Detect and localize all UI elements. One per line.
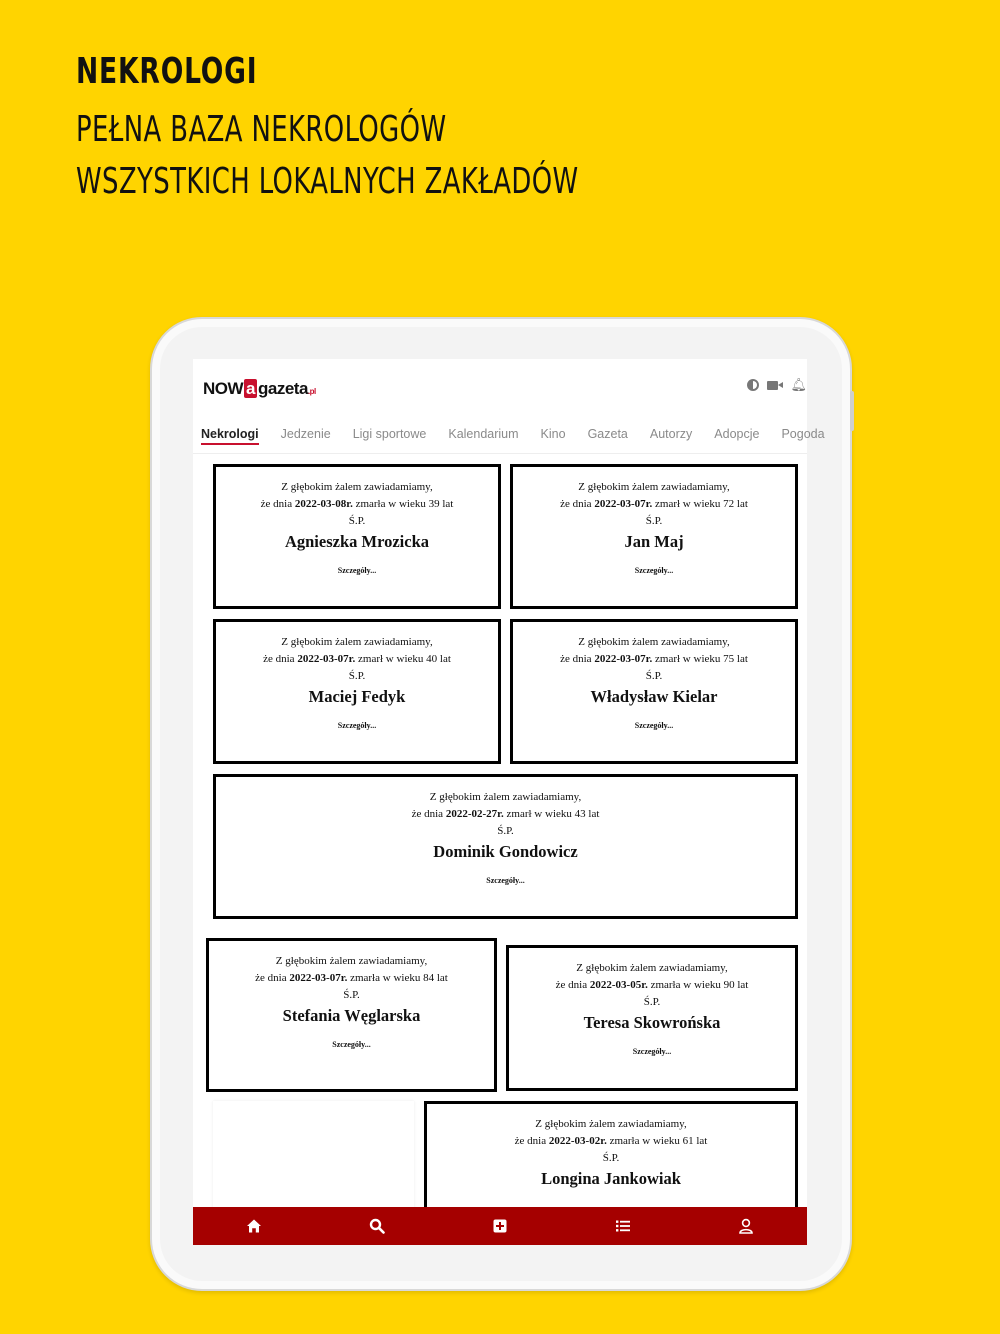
tab-1[interactable]: Jedzenie	[280, 427, 331, 441]
obituary-sp: Ś.P.	[645, 670, 663, 682]
date-suffix: zmarł w wieku 75 lat	[652, 653, 748, 665]
add-icon	[492, 1218, 508, 1234]
date-prefix: że dnia	[560, 498, 595, 510]
tab-5[interactable]: Gazeta	[587, 427, 628, 441]
obituary-intro: Z głębokim żalem zawiadamiamy,	[281, 481, 433, 493]
obituary-sp: Ś.P.	[602, 1152, 620, 1164]
app-header	[193, 359, 807, 419]
obituary-name: Władysław Kielar	[590, 687, 718, 706]
details-link[interactable]: Szczegóły...	[634, 566, 674, 575]
details-link[interactable]: Szczegóły...	[332, 1040, 371, 1049]
date-suffix: zmarła w wieku 39 lat	[352, 498, 454, 510]
obituary-sp: Ś.P.	[348, 515, 366, 527]
obituary-date-line	[509, 977, 795, 994]
obituary-feed	[193, 454, 807, 1214]
obituary-name: Dominik Gondowicz	[433, 842, 578, 861]
obituary-intro: Z głębokim żalem zawiadamiamy,	[429, 791, 582, 803]
obituary-date: 2022-03-05r.	[589, 979, 648, 991]
obituary-intro: Z głębokim żalem zawiadamiamy,	[281, 636, 433, 648]
bell-icon[interactable]: 🔔︎	[790, 377, 807, 392]
date-suffix: zmarł w wieku 72 lat	[652, 498, 748, 510]
obituary-sp: Ś.P.	[643, 996, 661, 1008]
date-suffix: zmarła w wieku 90 lat	[647, 979, 749, 991]
obituary-sp: Ś.P.	[645, 515, 663, 527]
tablet-side-button	[850, 391, 854, 431]
tab-3[interactable]: Kalendarium	[448, 427, 519, 441]
obituary-intro: Z głębokim żalem zawiadamiamy,	[535, 1118, 687, 1130]
date-suffix: zmarła w wieku 84 lat	[347, 972, 448, 984]
obituary-date: 2022-03-07r.	[594, 498, 653, 510]
logo-part-1: NOW	[203, 379, 244, 398]
promo-text	[76, 52, 704, 208]
date-prefix: że dnia	[555, 979, 590, 991]
date-prefix: że dnia	[560, 653, 595, 665]
tab-6[interactable]: Autorzy	[649, 427, 693, 441]
header-icons	[747, 379, 807, 391]
nav-profile-button[interactable]	[726, 1207, 766, 1245]
obituary-card[interactable]	[510, 619, 798, 764]
tab-4[interactable]: Kino	[540, 427, 566, 441]
obituary-intro: Z głębokim żalem zawiadamiamy,	[578, 481, 730, 493]
obituary-intro: Z głębokim żalem zawiadamiamy,	[275, 955, 428, 967]
date-suffix: zmarł w wieku 43 lat	[503, 808, 600, 820]
date-prefix: że dnia	[411, 808, 446, 820]
obituary-date-line	[216, 496, 498, 513]
details-link[interactable]: Szczegóły...	[337, 566, 377, 575]
obituary-date-line	[209, 970, 494, 987]
obituary-card[interactable]	[213, 619, 501, 764]
obituary-date: 2022-03-07r.	[594, 653, 653, 665]
obituary-date: 2022-03-02r.	[548, 1135, 607, 1147]
details-link[interactable]: Szczegóły...	[486, 876, 525, 885]
obituary-date: 2022-03-08r.	[294, 498, 353, 510]
date-prefix: że dnia	[255, 972, 290, 984]
nav-home-button[interactable]	[234, 1207, 274, 1245]
nav-search-button[interactable]	[357, 1207, 397, 1245]
obituary-intro: Z głębokim żalem zawiadamiamy,	[578, 636, 730, 648]
obituary-date-line	[427, 1133, 795, 1150]
obituary-sp: Ś.P.	[343, 989, 360, 1001]
nav-add-button[interactable]	[480, 1207, 520, 1245]
obituary-date: 2022-03-07r.	[297, 653, 356, 665]
app-screen	[193, 359, 825, 1245]
promo-subtitle-1: PEŁNA BAZA NEKROLOGÓW	[76, 109, 447, 150]
home-icon	[246, 1218, 262, 1234]
category-tabs	[193, 419, 825, 454]
obituary-name: Jan Maj	[624, 532, 684, 551]
date-prefix: że dnia	[260, 498, 295, 510]
obituary-name: Stefania Węglarska	[282, 1006, 421, 1025]
logo-part-a: a	[246, 379, 256, 398]
obituary-card[interactable]	[506, 945, 798, 1091]
obituary-card[interactable]	[510, 464, 798, 609]
obituary-name: Agnieszka Mrozicka	[284, 532, 430, 551]
date-suffix: zmarł w wieku 40 lat	[355, 653, 451, 665]
obituary-card[interactable]	[213, 774, 798, 919]
obituary-date-line	[513, 496, 795, 513]
theme-toggle-icon[interactable]	[747, 379, 759, 391]
obituary-date: 2022-03-07r.	[289, 972, 348, 984]
obituary-sp: Ś.P.	[497, 825, 514, 837]
obituary-name: Longina Jankowiak	[541, 1169, 681, 1188]
video-icon[interactable]	[767, 381, 778, 390]
search-icon	[369, 1218, 385, 1234]
details-link[interactable]: Szczegóły...	[337, 721, 377, 730]
nav-list-button[interactable]	[603, 1207, 643, 1245]
obituary-card[interactable]	[213, 464, 501, 609]
obituary-date-line	[216, 806, 795, 823]
obituary-date: 2022-02-27r.	[445, 808, 504, 820]
app-logo[interactable]	[203, 379, 316, 399]
obituary-name: Maciej Fedyk	[308, 687, 406, 706]
tab-7[interactable]: Adopcje	[714, 427, 760, 441]
list-icon	[615, 1218, 631, 1234]
date-prefix: że dnia	[263, 653, 298, 665]
obituary-date-line	[216, 651, 498, 668]
date-prefix: że dnia	[514, 1135, 549, 1147]
details-link[interactable]: Szczegóły...	[632, 1047, 672, 1056]
obituary-date-line	[513, 651, 795, 668]
tab-0[interactable]: Nekrologi	[201, 419, 259, 445]
bottom-navigation	[193, 1207, 807, 1245]
obituary-name: Teresa Skowrońska	[583, 1013, 721, 1032]
tab-8[interactable]: Pogoda	[781, 427, 825, 441]
tab-2[interactable]: Ligi sportowe	[352, 427, 427, 441]
obituary-card[interactable]	[206, 938, 497, 1092]
promo-title: NEKROLOGI	[76, 51, 258, 92]
promo-subtitle-2: WSZYSTKICH LOKALNYCH ZAKŁADÓW	[76, 161, 579, 202]
obituary-sp: Ś.P.	[348, 670, 366, 682]
logo-domain: .pl	[307, 387, 316, 396]
date-suffix: zmarła w wieku 61 lat	[606, 1135, 708, 1147]
obituary-intro: Z głębokim żalem zawiadamiamy,	[576, 962, 728, 974]
user-icon	[738, 1218, 754, 1234]
logo-part-2: gazeta	[258, 379, 308, 398]
details-link[interactable]: Szczegóły...	[634, 721, 674, 730]
